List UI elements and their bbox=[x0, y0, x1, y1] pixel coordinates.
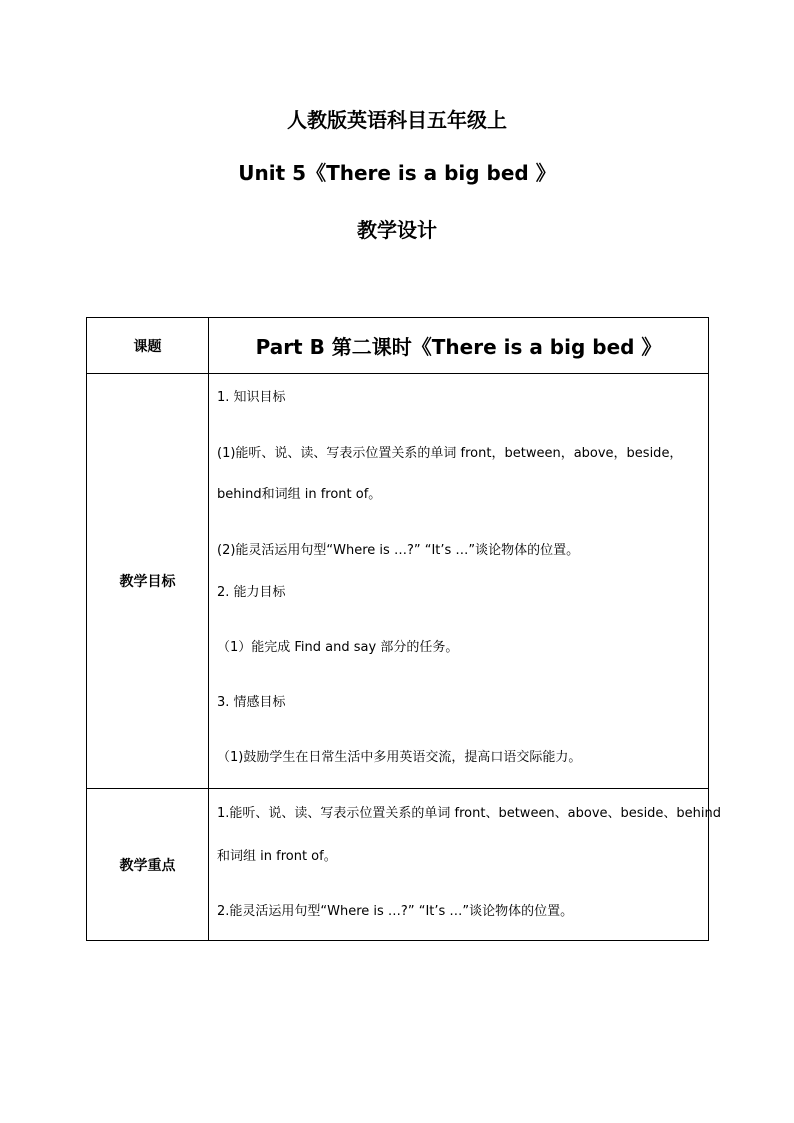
focus-line: 1.能听、说、读、写表示位置关系的单词 front、between、above、beside、behind bbox=[217, 806, 722, 821]
topic-value: Part B 第二课时《There is a big bed 》 bbox=[209, 318, 709, 374]
lesson-plan-table bbox=[86, 317, 722, 941]
goals-content bbox=[209, 374, 709, 789]
unit-title: Unit 5《There is a big bed 》 bbox=[238, 161, 556, 185]
table-row-focus bbox=[87, 789, 709, 941]
focus-line: 2.能灵活运用句型“Where is …?” “It’s …”谈论物体的位置。 bbox=[217, 904, 574, 919]
goals-line: (2)能灵活运用句型“Where is …?” “It’s …”谈论物体的位置。 bbox=[217, 543, 580, 558]
focus-label: 教学重点 bbox=[87, 789, 209, 941]
document-title: 人教版英语科目五年级上 bbox=[287, 108, 507, 132]
goals-line: behind和词组 in front of。 bbox=[217, 487, 382, 502]
focus-line: 和词组 in front of。 bbox=[217, 849, 337, 864]
table-row-topic bbox=[87, 318, 709, 374]
goals-line: 1. 知识目标 bbox=[217, 390, 286, 405]
design-title: 教学设计 bbox=[357, 218, 437, 242]
goals-line: （1)鼓励学生在日常生活中多用英语交流，提高口语交际能力。 bbox=[217, 750, 582, 765]
goals-line: （1）能完成 Find and say 部分的任务。 bbox=[217, 640, 459, 655]
goals-line: (1)能听、说、读、写表示位置关系的单词 front，between，above，beside， bbox=[217, 446, 683, 461]
goals-line: 2. 能力目标 bbox=[217, 585, 286, 600]
goals-label: 教学目标 bbox=[87, 374, 209, 789]
focus-content bbox=[209, 789, 722, 941]
table-row-goals bbox=[87, 374, 709, 789]
goals-line: 3. 情感目标 bbox=[217, 695, 286, 710]
topic-label: 课题 bbox=[87, 318, 209, 374]
